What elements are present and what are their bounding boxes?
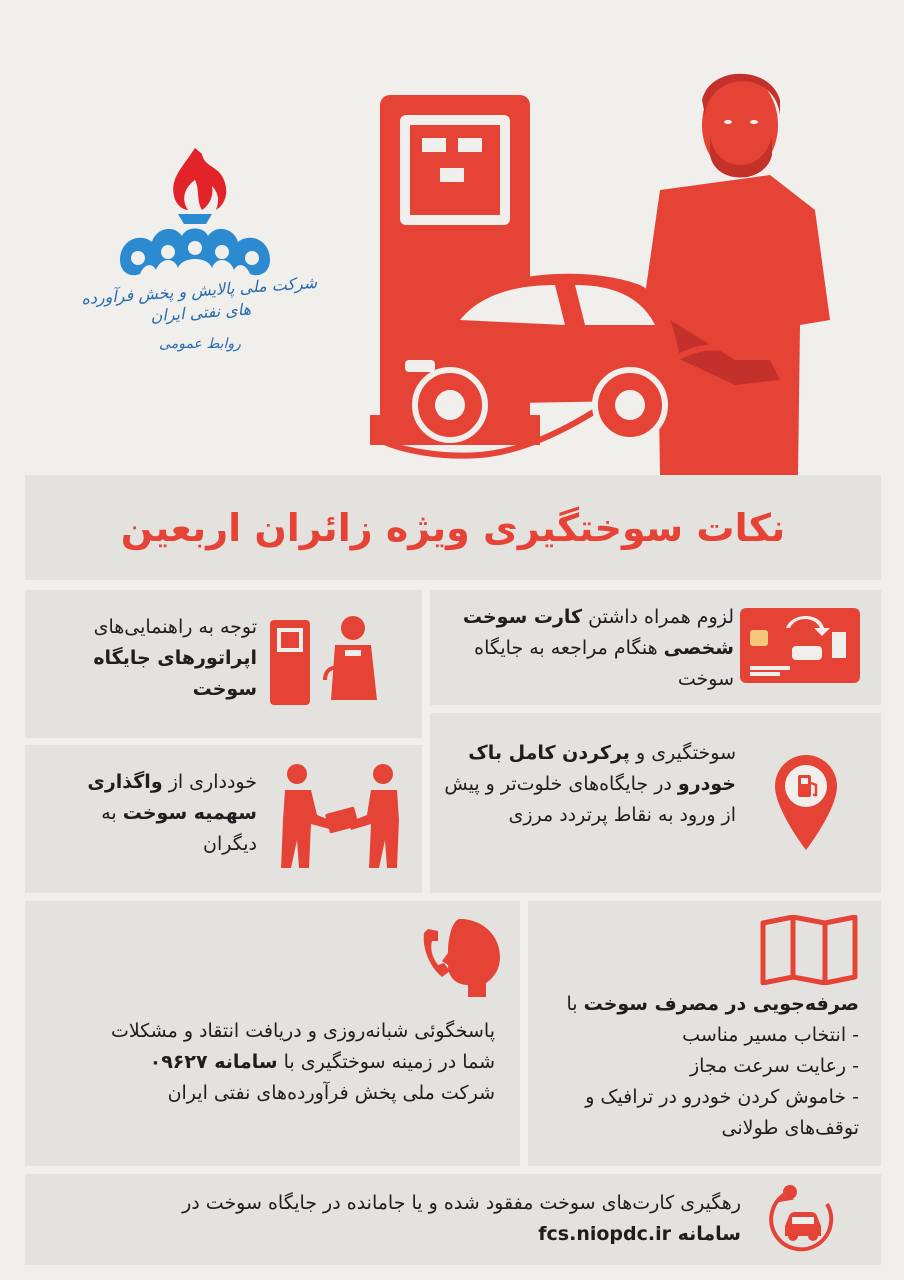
support-text bbox=[25, 1016, 495, 1109]
full-tank-text bbox=[436, 738, 736, 831]
full-tank-pre: سوختگیری و bbox=[635, 742, 736, 764]
department-label: روابط عمومی bbox=[159, 336, 241, 352]
company-name: شرکت ملی پالایش و پخش فرآورده های نفتی ایران bbox=[80, 272, 318, 326]
tip-fuel-card bbox=[430, 590, 881, 705]
tip-operators bbox=[25, 590, 422, 738]
saving-item: - رعایت سرعت مجاز bbox=[689, 1055, 859, 1077]
tip-saving bbox=[528, 901, 881, 1166]
fuel-card-post: هنگام مراجعه به جایگاه سوخت bbox=[474, 637, 734, 690]
operators-bold: اپراتورهای جایگاه سوخت bbox=[93, 647, 257, 700]
full-tank-bold: پرکردن کامل باک خودرو bbox=[468, 742, 736, 795]
tracking-text bbox=[41, 1188, 741, 1250]
operators-pre: توجه به راهنمایی‌های bbox=[93, 616, 257, 638]
quota-post: به دیگران bbox=[101, 802, 257, 855]
support-line-1: پاسخگوئی شبانه‌روزی و دریافت انتقاد و مشکلات bbox=[110, 1020, 495, 1042]
tip-quota bbox=[25, 745, 422, 893]
support-line-2 bbox=[25, 1047, 495, 1078]
tracking-bold: سامانه fcs.niopdc.ir bbox=[538, 1223, 741, 1245]
operators-text bbox=[47, 612, 257, 705]
fuel-location-pin-icon bbox=[775, 755, 837, 850]
saving-text bbox=[539, 989, 859, 1144]
phone-support-icon bbox=[420, 919, 500, 999]
page-title: نکات سوختگیری ویژه زائران اربعین bbox=[120, 505, 786, 550]
tracking-line-1: رهگیری کارت‌های سوخت مفقود شده و یا جامانده در جایگاه سوخت در bbox=[182, 1192, 741, 1214]
support-line-3: شرکت ملی پخش فرآورده‌های نفتی ایران bbox=[167, 1082, 495, 1104]
support-line-2-bold: سامانه ۰۹۶۲۷ bbox=[149, 1051, 278, 1073]
tip-support bbox=[25, 901, 520, 1166]
saving-item: - خاموش کردن خودرو در ترافیک و توقف‌های طولانی bbox=[585, 1086, 859, 1139]
flame-emblem-icon bbox=[70, 140, 330, 280]
car-search-icon bbox=[765, 1182, 840, 1257]
support-line-2-pre: شما در زمینه سوختگیری با bbox=[283, 1051, 495, 1073]
saving-heading bbox=[539, 989, 859, 1020]
tip-tracking bbox=[25, 1174, 881, 1265]
folded-map-icon bbox=[760, 915, 858, 985]
quota-text bbox=[57, 767, 257, 860]
fuel-card-bold: کارت سوخت شخصی bbox=[462, 606, 734, 659]
fuel-card-icon bbox=[740, 608, 860, 683]
saving-post: با bbox=[566, 993, 578, 1015]
fuel-card-text bbox=[444, 602, 734, 695]
fuel-card-pre: لزوم همراه داشتن bbox=[588, 606, 734, 628]
niopdc-logo bbox=[70, 140, 330, 370]
full-tank-post: در جایگاه‌های خلوت‌تر و پیش از ورود به نقاط پرتردد مرزی bbox=[444, 773, 736, 826]
fuel-pump-hero-illustration bbox=[340, 60, 860, 475]
saving-item: - انتخاب مسیر مناسب bbox=[682, 1024, 859, 1046]
quota-bold: واگذاری سهمیه سوخت bbox=[87, 771, 257, 824]
quota-pre: خودداری از bbox=[168, 771, 257, 793]
card-handover-icon bbox=[275, 760, 405, 870]
gas-station-operator-icon bbox=[265, 610, 395, 710]
saving-bold: صرفه‌جویی در مصرف سوخت bbox=[583, 993, 859, 1015]
tip-full-tank bbox=[430, 713, 881, 893]
